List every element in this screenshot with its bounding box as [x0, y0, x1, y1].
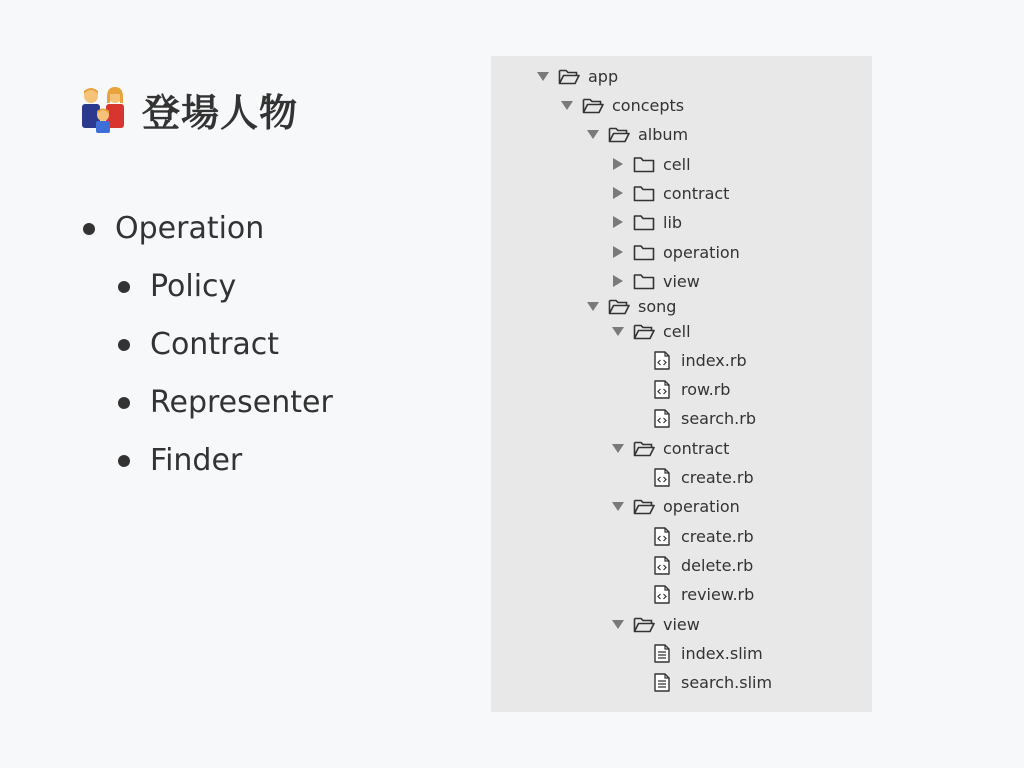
caret-right-icon[interactable] [611, 215, 625, 229]
caret-down-icon[interactable] [611, 617, 625, 631]
tree-item-label: view [663, 614, 700, 634]
tree-item[interactable] [654, 553, 753, 577]
folder-open-icon [633, 322, 655, 340]
tree-item-label: search.slim [681, 672, 773, 692]
bullet-label: Representer [150, 385, 333, 420]
family-emoji-icon [78, 85, 128, 135]
slide-title [78, 82, 298, 137]
tree-item[interactable] [611, 436, 729, 460]
code-file-icon [654, 409, 670, 428]
bullet-label: Finder [150, 443, 243, 478]
tree-item-label: operation [663, 496, 740, 516]
tree-item[interactable] [654, 377, 730, 401]
tree-item-label: contract [663, 183, 730, 203]
tree-item-label: song [638, 296, 677, 316]
caret-down-icon[interactable] [611, 441, 625, 455]
tree-item-label: contract [663, 438, 730, 458]
tree-item[interactable] [560, 93, 684, 117]
bullet-label: Policy [150, 269, 237, 304]
folder-open-icon [633, 615, 655, 633]
bullet-dot [118, 397, 130, 409]
tree-item[interactable] [654, 582, 754, 606]
tree-item-label: album [638, 124, 689, 144]
tree-item[interactable] [654, 670, 772, 694]
caret-down-icon[interactable] [611, 324, 625, 338]
caret-right-icon[interactable] [611, 274, 625, 288]
bullet-dot [83, 223, 95, 235]
tree-item-label: operation [663, 242, 740, 262]
folder-icon [633, 155, 655, 173]
caret-down-icon[interactable] [536, 69, 550, 83]
caret-down-icon[interactable] [586, 299, 600, 313]
tree-item[interactable] [586, 122, 688, 146]
tree-item-label: search.rb [681, 408, 756, 428]
tree-item[interactable] [611, 319, 691, 343]
code-file-icon [654, 585, 670, 604]
tree-item[interactable] [654, 348, 747, 372]
folder-icon [633, 243, 655, 261]
text-file-icon [654, 673, 670, 692]
tree-item[interactable] [654, 641, 763, 665]
tree-item-label: row.rb [681, 379, 731, 399]
folder-icon [633, 272, 655, 290]
tree-item-label: cell [663, 154, 691, 174]
tree-item-label: concepts [612, 95, 685, 115]
folder-open-icon [633, 497, 655, 515]
bullet-list [80, 200, 333, 490]
text-file-icon [654, 644, 670, 663]
folder-open-icon [558, 67, 580, 85]
tree-item[interactable] [611, 210, 682, 234]
bullet-dot [118, 455, 130, 467]
tree-item[interactable] [586, 294, 676, 318]
caret-down-icon[interactable] [560, 98, 574, 112]
folder-open-icon [582, 96, 604, 114]
bullet-dot [118, 281, 130, 293]
tree-item[interactable] [654, 524, 754, 548]
code-file-icon [654, 351, 670, 370]
tree-item[interactable] [611, 612, 700, 636]
tree-item-label: index.slim [681, 643, 763, 663]
file-tree-panel [491, 56, 872, 712]
caret-right-icon[interactable] [611, 186, 625, 200]
folder-open-icon [608, 125, 630, 143]
bullet-item [80, 432, 333, 490]
bullet-item [80, 374, 333, 432]
folder-open-icon [633, 439, 655, 457]
tree-item-label: review.rb [681, 584, 755, 604]
tree-item-label: index.rb [681, 350, 747, 370]
caret-right-icon[interactable] [611, 245, 625, 259]
bullet-item [80, 200, 333, 258]
page-title: 登場人物 [142, 91, 299, 135]
code-file-icon [654, 468, 670, 487]
tree-item-label: create.rb [681, 467, 754, 487]
tree-item-label: delete.rb [681, 555, 754, 575]
code-file-icon [654, 556, 670, 575]
bullet-label: Operation [115, 211, 265, 246]
tree-item-label: view [663, 271, 700, 291]
tree-item[interactable] [536, 64, 618, 88]
tree-item-label: lib [663, 212, 683, 232]
tree-item-label: cell [663, 321, 691, 341]
bullet-item [80, 316, 333, 374]
tree-item[interactable] [611, 240, 740, 264]
folder-icon [633, 184, 655, 202]
code-file-icon [654, 380, 670, 399]
tree-item-label: create.rb [681, 526, 754, 546]
tree-item[interactable] [611, 152, 691, 176]
tree-item-label: app [588, 66, 619, 86]
tree-item[interactable] [654, 406, 756, 430]
tree-item[interactable] [611, 494, 740, 518]
caret-down-icon[interactable] [611, 499, 625, 513]
tree-item[interactable] [654, 465, 754, 489]
bullet-dot [118, 339, 130, 351]
folder-icon [633, 213, 655, 231]
tree-item[interactable] [611, 269, 700, 293]
folder-open-icon [608, 297, 630, 315]
caret-down-icon[interactable] [586, 127, 600, 141]
caret-right-icon[interactable] [611, 157, 625, 171]
bullet-item [80, 258, 333, 316]
bullet-label: Contract [150, 327, 280, 362]
code-file-icon [654, 527, 670, 546]
tree-item[interactable] [611, 181, 729, 205]
